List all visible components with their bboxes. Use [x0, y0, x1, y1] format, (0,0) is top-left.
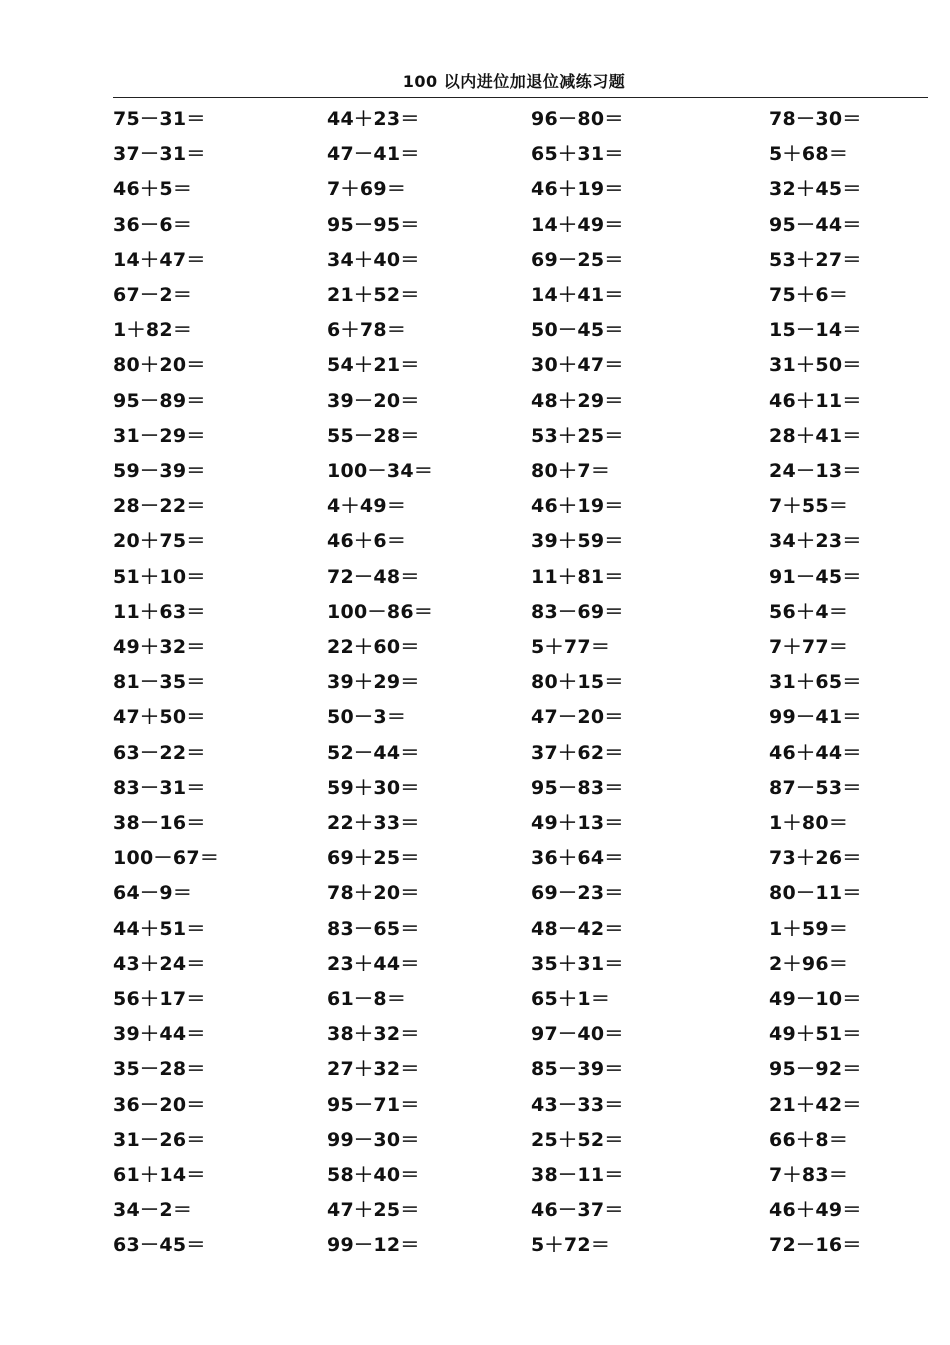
problem-item: 7＋77＝ — [769, 636, 849, 658]
problem-item: 37＋62＝ — [531, 741, 624, 764]
problem-item: 14＋41＝ — [531, 284, 624, 306]
problem-item: 23＋44＝ — [327, 952, 420, 975]
problem-item: 21＋52＝ — [327, 284, 420, 306]
problem-item: 49－10＝ — [769, 988, 862, 1010]
problem-item: 100－34＝ — [327, 460, 434, 482]
problem-item: 51＋10＝ — [113, 565, 206, 588]
problem-item: 1＋59＝ — [769, 917, 849, 940]
problem-item: 54＋21＝ — [327, 354, 420, 377]
problem-item: 34－2＝ — [113, 1199, 193, 1222]
problem-item: 75－31＝ — [113, 108, 206, 130]
problem-item: 59＋30＝ — [327, 776, 420, 799]
problem-item: 46＋5＝ — [113, 178, 193, 201]
problem-item: 65＋31＝ — [531, 143, 624, 166]
problem-item: 59－39＝ — [113, 460, 206, 482]
problem-item: 46－37＝ — [531, 1199, 624, 1222]
problem-item: 2＋96＝ — [769, 952, 849, 975]
problem-item: 31－26＝ — [113, 1128, 206, 1151]
problem-item: 99－30＝ — [327, 1128, 420, 1151]
problem-item: 14＋47＝ — [113, 248, 206, 271]
problem-item: 87－53＝ — [769, 776, 862, 799]
problem-item: 95－95＝ — [327, 213, 420, 236]
problem-item: 44＋51＝ — [113, 917, 206, 940]
problem-item: 34＋23＝ — [769, 530, 862, 553]
problem-item: 39－20＝ — [327, 389, 420, 412]
problem-item: 61－8＝ — [327, 988, 407, 1010]
problem-item: 39＋44＝ — [113, 1023, 206, 1046]
problem-item: 69－23＝ — [531, 882, 624, 905]
problem-item: 35＋31＝ — [531, 952, 624, 975]
problem-item: 100－67＝ — [113, 847, 220, 870]
problem-item: 36－20＝ — [113, 1093, 206, 1116]
problem-item: 49＋32＝ — [113, 636, 206, 658]
problem-item: 67－2＝ — [113, 284, 193, 306]
problem-item: 53＋27＝ — [769, 248, 862, 271]
problem-item: 20＋75＝ — [113, 530, 206, 553]
problem-item: 78－30＝ — [769, 108, 862, 130]
problem-item: 36－6＝ — [113, 213, 193, 236]
problem-item: 46＋19＝ — [531, 495, 624, 518]
problem-item: 46＋49＝ — [769, 1199, 862, 1222]
problem-item: 73＋26＝ — [769, 847, 862, 870]
problem-item: 31－29＝ — [113, 424, 206, 447]
problem-item: 30＋47＝ — [531, 354, 624, 377]
problem-item: 50－3＝ — [327, 706, 407, 729]
problem-item: 95－44＝ — [769, 213, 862, 236]
problem-item: 95－92＝ — [769, 1058, 862, 1081]
problem-item: 48＋29＝ — [531, 389, 624, 412]
problem-item: 47－41＝ — [327, 143, 420, 166]
problem-item: 78＋20＝ — [327, 882, 420, 905]
problem-item: 21＋42＝ — [769, 1093, 862, 1116]
problem-item: 15－14＝ — [769, 319, 862, 342]
problem-item: 11＋81＝ — [531, 565, 624, 588]
problem-item: 5＋68＝ — [769, 143, 849, 166]
problem-item: 37－31＝ — [113, 143, 206, 166]
problem-item: 1＋80＝ — [769, 812, 849, 834]
problem-item: 32＋45＝ — [769, 178, 862, 201]
problem-item: 52－44＝ — [327, 741, 420, 764]
problem-item: 27＋32＝ — [327, 1058, 420, 1081]
problem-item: 31＋50＝ — [769, 354, 862, 377]
problem-item: 47－20＝ — [531, 706, 624, 729]
problem-item: 66＋8＝ — [769, 1128, 849, 1151]
problem-item: 49＋51＝ — [769, 1023, 862, 1046]
problem-item: 83－31＝ — [113, 776, 206, 799]
problem-item: 39＋59＝ — [531, 530, 624, 553]
problem-item: 25＋52＝ — [531, 1128, 624, 1151]
problem-item: 69＋25＝ — [327, 847, 420, 870]
problem-item: 99－12＝ — [327, 1234, 420, 1257]
problem-item: 28－22＝ — [113, 495, 206, 518]
problem-item: 1＋82＝ — [113, 319, 193, 342]
problem-item: 35－28＝ — [113, 1058, 206, 1081]
problem-item: 38－16＝ — [113, 812, 206, 834]
problem-item: 72－48＝ — [327, 565, 420, 588]
problem-item: 24－13＝ — [769, 460, 862, 482]
problem-item: 38－11＝ — [531, 1164, 624, 1186]
problem-item: 72－16＝ — [769, 1234, 862, 1257]
problem-item: 5＋72＝ — [531, 1234, 611, 1257]
problem-item: 81－35＝ — [113, 671, 206, 694]
problem-item: 83－69＝ — [531, 600, 624, 623]
problem-item: 43＋24＝ — [113, 952, 206, 975]
problem-item: 34＋40＝ — [327, 248, 420, 271]
problem-item: 22＋33＝ — [327, 812, 420, 834]
problem-item: 43－33＝ — [531, 1093, 624, 1116]
problem-item: 65＋1＝ — [531, 988, 611, 1010]
problem-item: 28＋41＝ — [769, 424, 862, 447]
problem-item: 63－22＝ — [113, 741, 206, 764]
problem-item: 55－28＝ — [327, 424, 420, 447]
problem-item: 22＋60＝ — [327, 636, 420, 658]
problem-item: 5＋77＝ — [531, 636, 611, 658]
problem-item: 47＋25＝ — [327, 1199, 420, 1222]
problem-item: 75＋6＝ — [769, 284, 849, 306]
problem-item: 96－80＝ — [531, 108, 624, 130]
problem-item: 44＋23＝ — [327, 108, 420, 130]
problem-item: 50－45＝ — [531, 319, 624, 342]
problem-item: 7＋69＝ — [327, 178, 407, 201]
problem-item: 97－40＝ — [531, 1023, 624, 1046]
problem-item: 46＋6＝ — [327, 530, 407, 553]
problem-item: 47＋50＝ — [113, 706, 206, 729]
problem-item: 80＋7＝ — [531, 460, 611, 482]
problem-item: 61＋14＝ — [113, 1164, 206, 1186]
problem-item: 48－42＝ — [531, 917, 624, 940]
problem-item: 95－83＝ — [531, 776, 624, 799]
problem-item: 38＋32＝ — [327, 1023, 420, 1046]
problem-item: 64－9＝ — [113, 882, 193, 905]
problem-item: 63－45＝ — [113, 1234, 206, 1257]
problem-item: 83－65＝ — [327, 917, 420, 940]
problem-item: 49＋13＝ — [531, 812, 624, 834]
problem-item: 39＋29＝ — [327, 671, 420, 694]
problem-item: 56＋4＝ — [769, 600, 849, 623]
problem-item: 7＋83＝ — [769, 1164, 849, 1186]
problem-item: 80－11＝ — [769, 882, 862, 905]
problem-item: 46＋44＝ — [769, 741, 862, 764]
problem-item: 4＋49＝ — [327, 495, 407, 518]
problem-item: 53＋25＝ — [531, 424, 624, 447]
problem-item: 95－89＝ — [113, 389, 206, 412]
problem-item: 7＋55＝ — [769, 495, 849, 518]
problem-item: 31＋65＝ — [769, 671, 862, 694]
problem-item: 99－41＝ — [769, 706, 862, 729]
problem-item: 6＋78＝ — [327, 319, 407, 342]
page-title: 100 以内进位加退位减练习题 — [402, 72, 626, 91]
problem-item: 46＋19＝ — [531, 178, 624, 201]
problem-item: 46＋11＝ — [769, 389, 862, 412]
problem-item: 85－39＝ — [531, 1058, 624, 1081]
problem-item: 58＋40＝ — [327, 1164, 420, 1186]
problem-item: 80＋15＝ — [531, 671, 624, 694]
problem-item: 11＋63＝ — [113, 600, 206, 623]
problem-item: 95－71＝ — [327, 1093, 420, 1116]
problem-item: 80＋20＝ — [113, 354, 206, 377]
problem-item: 36＋64＝ — [531, 847, 624, 870]
problem-item: 56＋17＝ — [113, 988, 206, 1010]
problem-item: 100－86＝ — [327, 600, 434, 623]
problem-item: 14＋49＝ — [531, 213, 624, 236]
problem-item: 69－25＝ — [531, 248, 624, 271]
problem-item: 91－45＝ — [769, 565, 862, 588]
